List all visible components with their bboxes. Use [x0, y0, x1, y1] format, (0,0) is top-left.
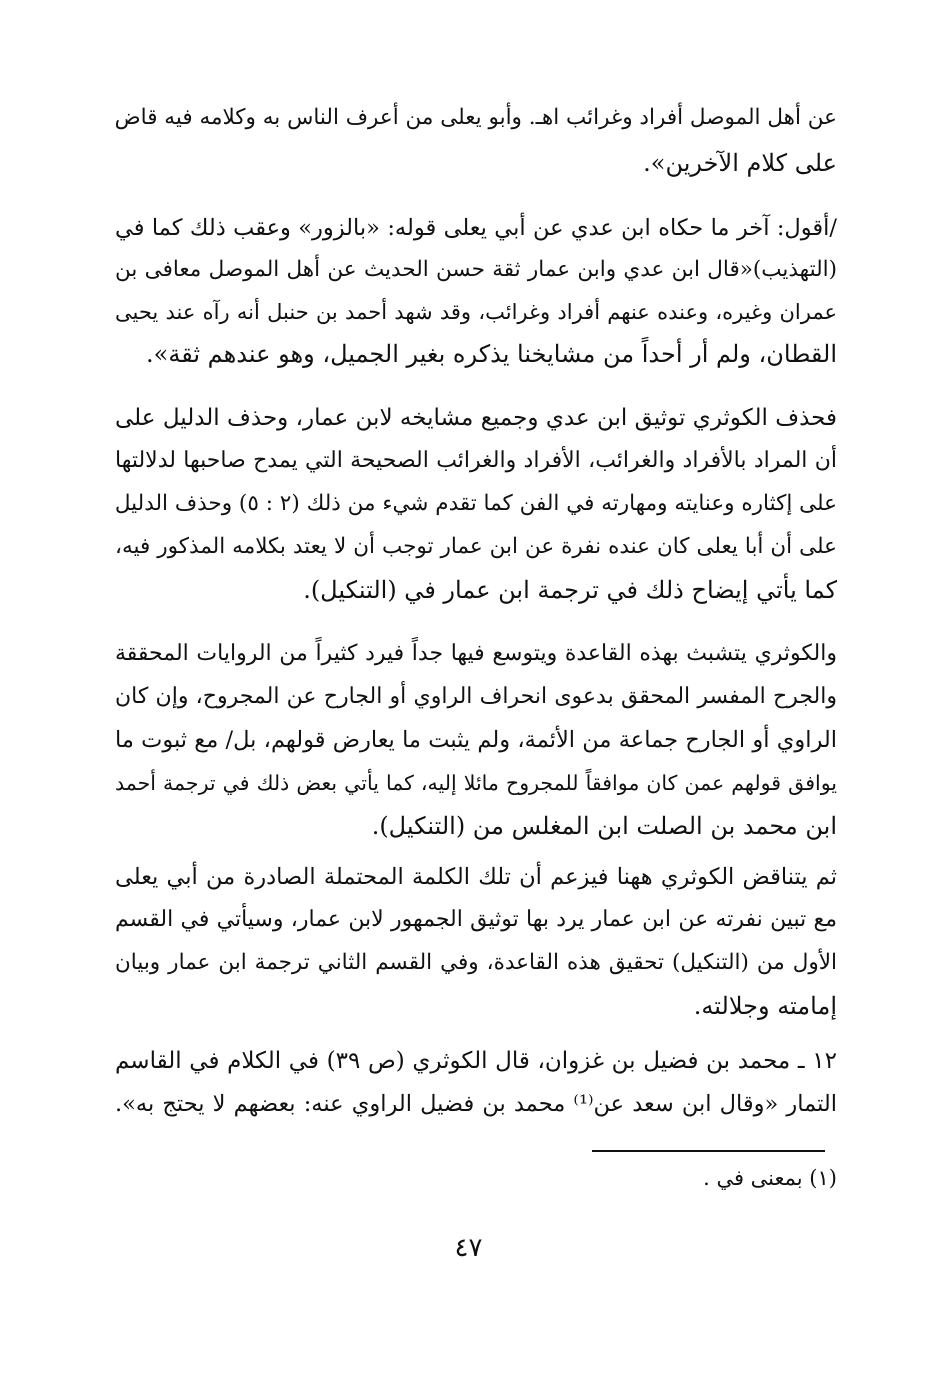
text-line: كما يأتي إيضاح ذلك في ترجمة ابن عمار في (التنكيل). — [303, 576, 837, 604]
text-line: ثم يتناقض الكوثري ههنا فيزعم أن تلك الكلمة المحتملة الصادرة من أبي يعلى — [115, 864, 837, 890]
text-line: القطان، ولم أر أحداً من مشايخنا يذكره بغير الجميل، وهو عندهم ثقة». — [146, 340, 837, 368]
text-line: ابن محمد بن الصلت ابن المغلس من (التنكيل). — [371, 812, 837, 840]
text-line: على إكثاره وعنايته ومهارته في الفن كما تقدم شيء من ذلك (٢ : ٥) وحذف الدليل — [115, 491, 837, 516]
text-line: إمامته وجلالته. — [693, 992, 837, 1020]
text-line: والجرح المفسر المحقق بدعوى انحراف الراوي أو الجارح عن المجروح، وإن كان — [115, 684, 837, 709]
text-line: على أن أبا يعلى كان عنده نفرة عن ابن عمار توجب أن لا يعتد بكلامه المذكور فيه، — [115, 534, 837, 559]
text-line: مع تبين نفرته عن ابن عمار يرد بها توثيق الجمهور لابن عمار، وسيأتي في القسم — [115, 907, 837, 932]
text-line: عن أهل الموصل أفراد وغرائب اهـ. وأبو يعلى من أعرف الناس به وكلامه فيه قاض — [115, 105, 837, 130]
text-line: عمران وغيره، وعنده عنهم أفراد وغرائب، وقد شهد أحمد بن حنبل أنه رآه عند يحيى — [115, 300, 837, 324]
text-line: الأول من (التنكيل) تحقيق هذه القاعدة، وفي القسم الثاني ترجمة ابن عمار وبيان — [115, 950, 837, 975]
footnote-separator — [592, 1150, 825, 1152]
footnote: (١) بمعنى في . — [703, 1166, 837, 1190]
text-line: (التهذيب)«قال ابن عدي وابن عمار ثقة حسن الحديث عن أهل الموصل معافى بن — [115, 257, 837, 282]
text-line: التمار «وقال ابن سعد عن⁽¹⁾ محمد بن فضيل الراوي عنه: بعضهم لا يحتج به». — [115, 1091, 837, 1117]
text-line: أن المراد بالأفراد والغرائب، الأفراد والغرائب الصحيحة التي يمدح صاحبها لدلالتها — [115, 448, 837, 473]
text-line: فحذف الكوثري توثيق ابن عدي وجميع مشايخه لابن عمار، وحذف الدليل على — [115, 405, 837, 431]
text-line: والكوثري يتشبث بهذه القاعدة ويتوسع فيها جداً فيرد كثيراً من الروايات المحققة — [115, 641, 837, 666]
page-number: ٤٧ — [454, 1233, 483, 1263]
text-line: ١٢ ـ محمد بن فضيل بن غزوان، قال الكوثري (ص ٣٩) في الكلام في القاسم — [115, 1048, 837, 1074]
text-line: يوافق قولهم عمن كان موافقاً للمجروح مائلا إليه، كما يأتي بعض ذلك في ترجمة أحمد — [115, 771, 837, 795]
text-line: على كلام الآخرين». — [643, 149, 837, 177]
text-line: الراوي أو الجارح جماعة من الأئمة، ولم يثبت ما يعارض قولهم، بل/ مع ثبوت ما — [115, 727, 837, 753]
text-line: /أقول: آخر ما حكاه ابن عدي عن أبي يعلى قوله: «بالزور» وعقب ذلك كما في — [115, 215, 837, 241]
